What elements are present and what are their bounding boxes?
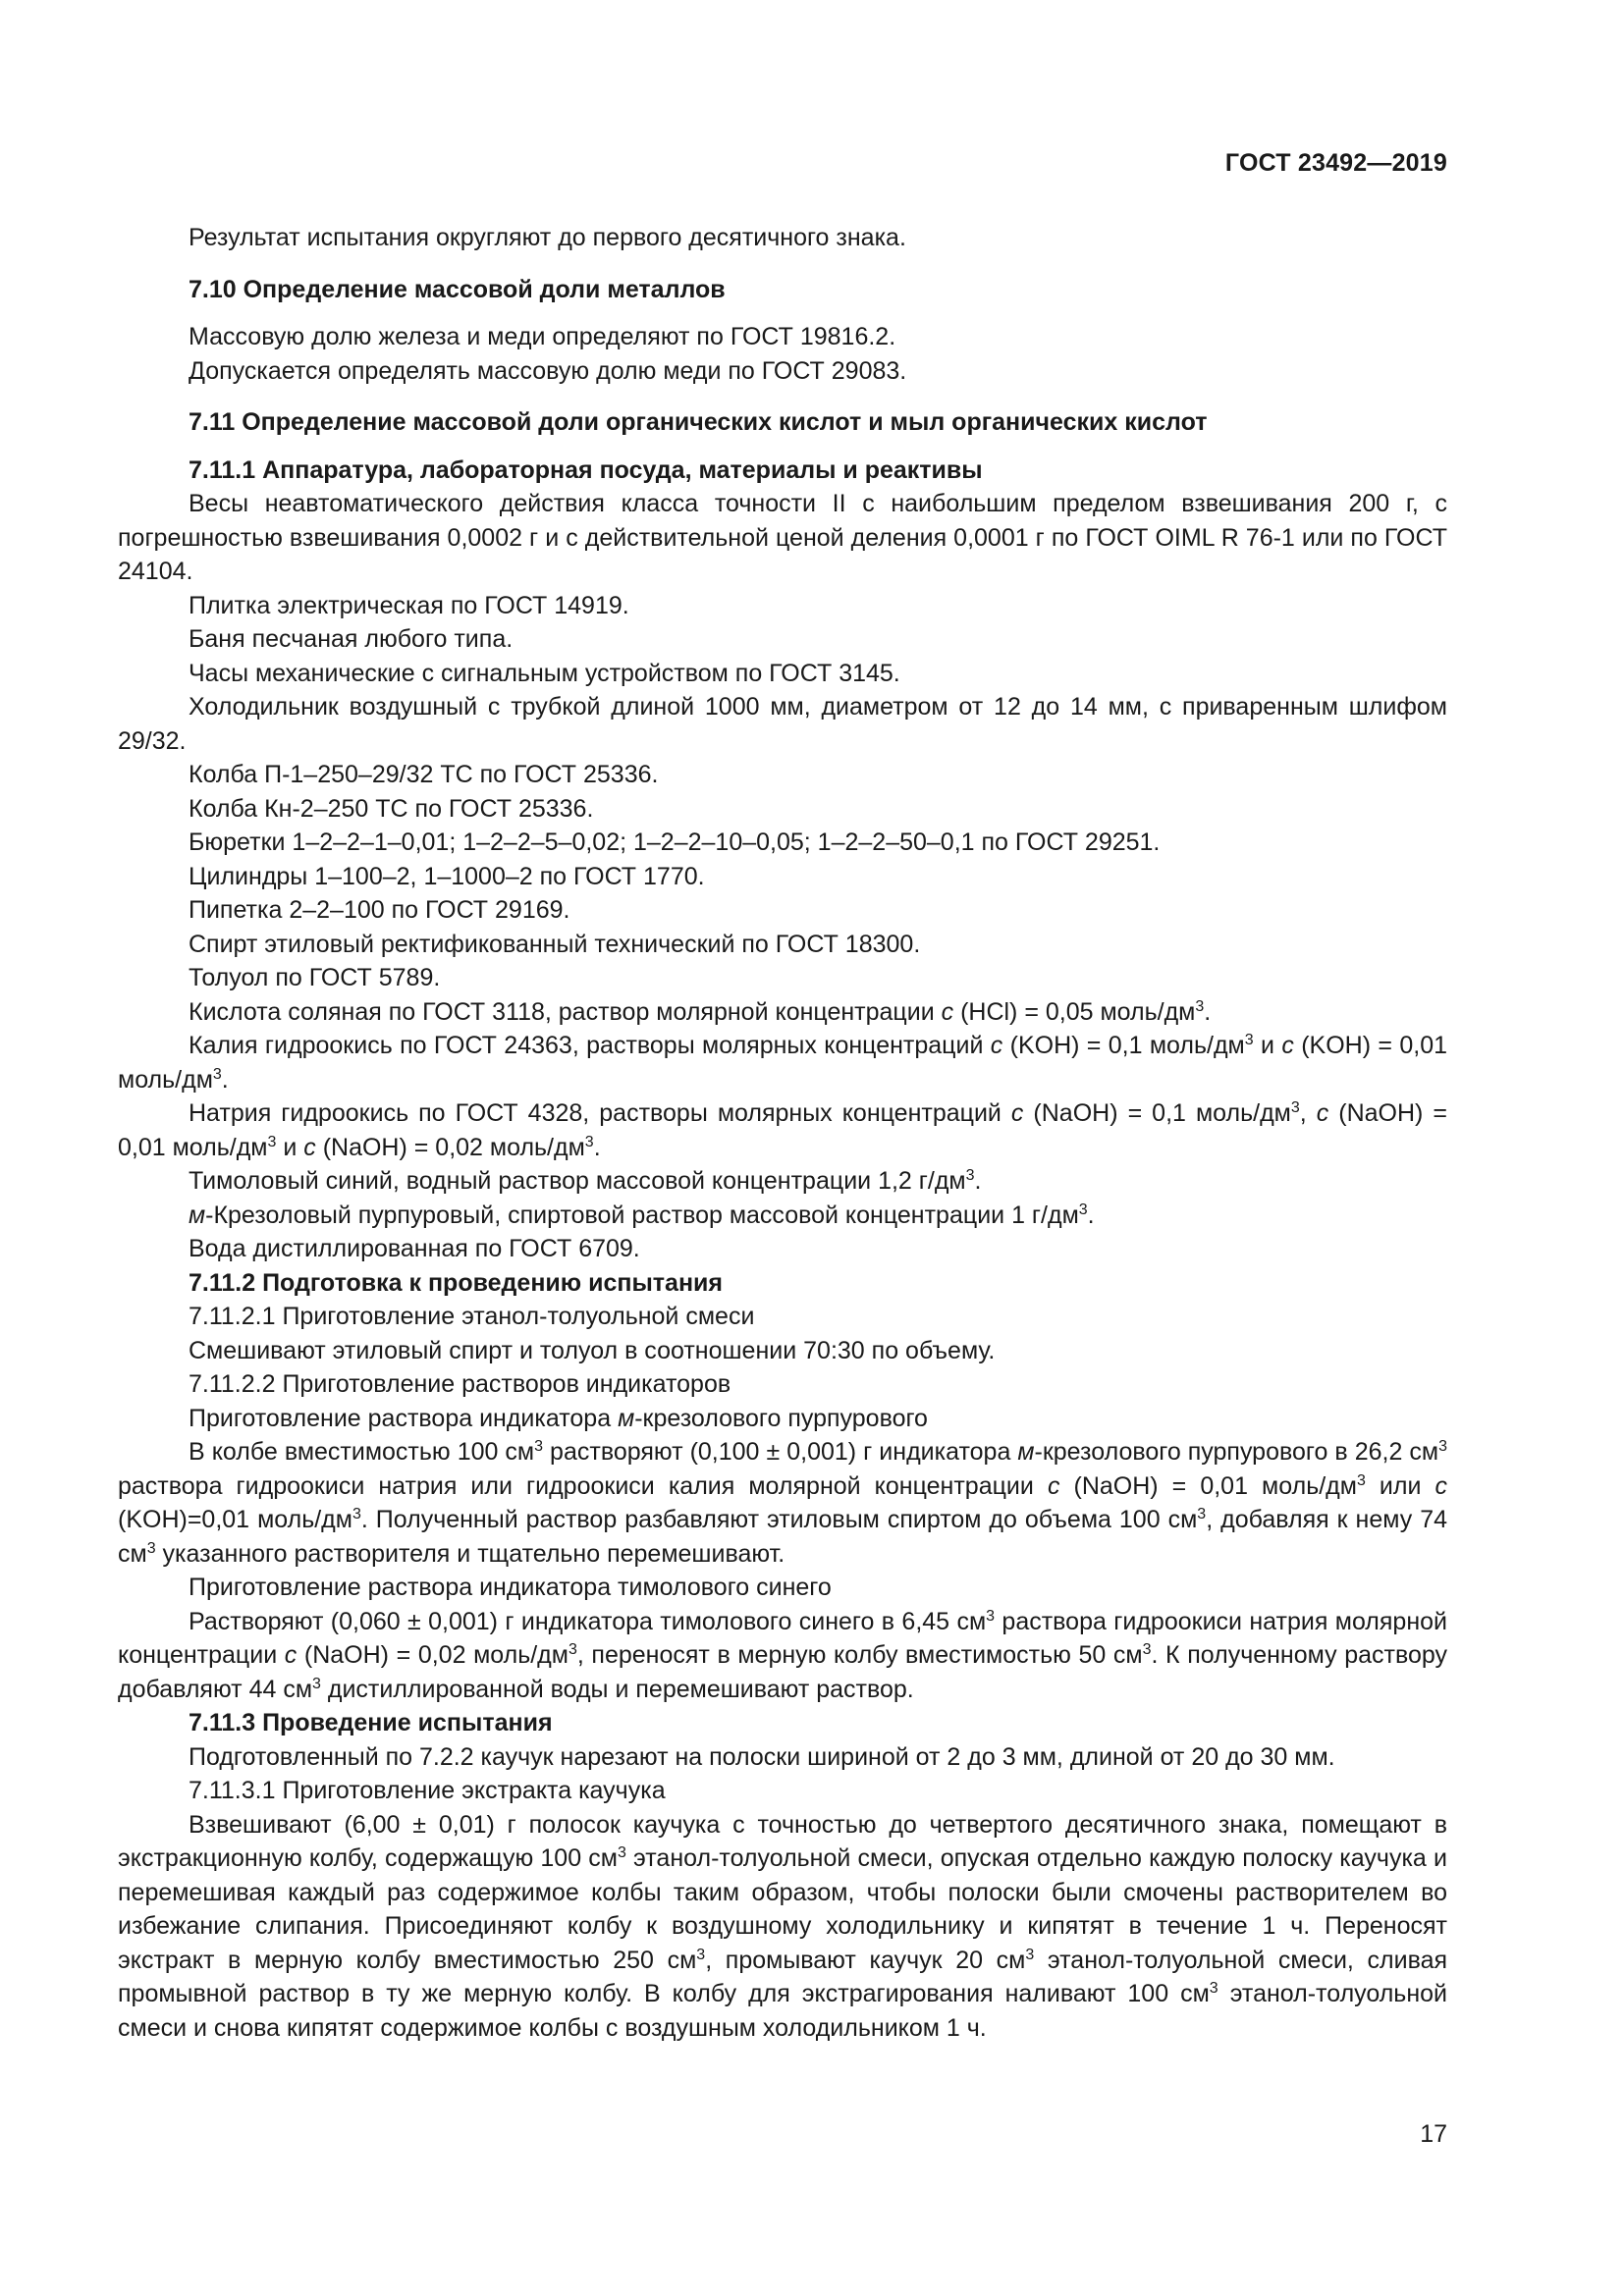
subheading-cresol-prep: Приготовление раствора индикатора м-крезолового пурпурового [189,1404,928,1432]
paragraph-thymol-prep: Растворяют (0,060 ± 0,001) г индикатора тимолового синего в 6,45 $см^3$ раствора гидроокиси натрия молярной концентрации c (NaOH) = 0,02 моль/$дм^3$, переносят в мерную колбу вместимостью 50 $см^3$. К полученному раствору добавляют 44 $см^3$ дистиллированной воды и перемешивают раствор. [118,1607,1448,1703]
section-7-11-2-heading: 7.11.2 Подготовка к проведению испытания [189,1268,724,1297]
equipment-flask-p1: Колба П-1–250–29/32 ТС по ГОСТ 25336. [189,761,659,788]
paragraph-cutting: Подготовленный по 7.2.2 каучук нарезают на полоски шириной от 2 до 3 мм, длиной от 20 до 30 мм. [189,1742,1335,1771]
equipment-condenser: Холодильник воздушный с трубкой длиной 1000 мм, диаметром от 12 до 14 мм, с приваренным шлифом 29/32. [118,693,1447,755]
equipment-pipette: Пипетка 2–2–100 по ГОСТ 29169. [189,896,570,924]
reagent-toluene: Толуол по ГОСТ 5789. [189,964,441,991]
reagent-distilled-water: Вода дистиллированная по ГОСТ 6709. [189,1235,640,1262]
section-7-11-3-heading: 7.11.3 Проведение испытания [189,1709,553,1736]
reagent-ethanol: Спирт этиловый ректификованный технический по ГОСТ 18300. [189,930,921,958]
paragraph-cresol-prep: В колбе вместимостью 100 $см^3$ растворяют (0,100 ± 0,001) г индикатора м-крезолового пурпурового в 26,2 $см^3$ раствора гидроокиси натрия или гидроокиси калия молярной концентрации c (NaOH) = 0,01 моль/$дм^3$ или c (KOH)=0,01 моль/$дм^3$. Полученный раствор разбавляют этиловым спиртом до объема 100 $см^3$, добавляя к нему 74 $см^3$ указанного растворителя и тщательно перемешивают. [118,1438,1448,1568]
paragraph-result-rounding: Результат испытания округляют до первого десятичного знака. [189,224,906,251]
reagent-koh: Калия гидроокись по ГОСТ 24363, растворы молярных концентраций c (KOH) = 0,1 моль/$дм^3$ и c (KOH) = 0,01 моль/$дм^3$. [118,1032,1447,1094]
document-id-header: ГОСТ 23492—2019 [1224,149,1447,177]
equipment-burettes: Бюретки 1–2–2–1–0,01; 1–2–2–5–0,02; 1–2–2–10–0,05; 1–2–2–50–0,1 по ГОСТ 29251. [189,828,1161,856]
document-body [118,221,1447,2045]
equipment-flask-kn2: Колба Кн-2–250 ТС по ГОСТ 25336. [189,794,594,823]
reagent-cresol-purple: м-Крезоловый пурпуровый, спиртовой раствор массовой концентрации 1 $г/дм^3$. [189,1201,1095,1229]
section-7-11-heading: 7.11 Определение массовой доли органических кислот и мыл органических кислот [189,408,1208,436]
paragraph-mixing: Смешивают этиловый спирт и толуол в соотношении 70:30 по объему. [189,1336,996,1364]
paragraph-copper-alt: Допускается определять массовую долю меди по ГОСТ 29083. [189,356,907,385]
subheading-thymol-prep: Приготовление раствора индикатора тимолового синего [189,1574,832,1601]
section-7-11-3-1-heading: 7.11.3.1 Приготовление экстракта каучука [189,1777,666,1804]
section-7-10-heading: 7.10 Определение массовой доли металлов [189,275,726,303]
equipment-clock: Часы механические с сигнальным устройством по ГОСТ 3145. [189,659,900,687]
reagent-thymol-blue: Тимоловый синий, водный раствор массовой концентрации 1,2 $г/дм^3$. [189,1167,982,1195]
paragraph-iron-copper: Массовую долю железа и меди определяют по ГОСТ 19816.2. [189,323,896,350]
paragraph-extraction: Взвешивают (6,00 ± 0,01) г полосок каучука с точностью до четвертого десятичного знака, помещают в экстракционную колбу, содержащую 100 $см^3$ этанол-толуольной смеси, опуская отдельно каждую полоску каучука и перемешивая каждый раз содержимое колбы таким образом, чтобы полоски были смочены растворителем во избежание слипания. Присоединяют колбу к воздушному холодильнику и кипятят в течение 1 ч. Переносят экстракт в мерную колбу вместимостью 250 $см^3$, промывают каучук 20 $см^3$ этанол-толуольной смеси, сливая промывной раствор в ту же мерную колбу. В колбу для экстрагирования наливают 100 $см^3$ этанол-толуольной смеси и снова кипятят содержимое колбы с воздушным холодильником 1 ч. [118,1810,1448,2042]
reagent-hcl: Кислота соляная по ГОСТ 3118, раствор молярной концентрации c (HCl) = 0,05 моль/$дм^3$. [189,997,1212,1026]
page-number: 17 [1420,2120,1447,2148]
equipment-sand-bath: Баня песчаная любого типа. [189,625,514,653]
section-7-11-2-1-heading: 7.11.2.1 Приготовление этанол-толуольной смеси [189,1303,755,1330]
equipment-stove: Плитка электрическая по ГОСТ 14919. [189,591,629,619]
section-7-11-2-2-heading: 7.11.2.2 Приготовление растворов индикаторов [189,1370,731,1398]
equipment-cylinders: Цилиндры 1–100–2, 1–1000–2 по ГОСТ 1770. [189,862,705,890]
equipment-scales: Весы неавтоматического действия класса точности II с наибольшим пределом взвешивания 200 г, с погрешностью взвешивания 0,0002 г и с действительной ценой деления 0,0001 г по ГОСТ OIML R 76-1 или по ГОСТ 24104. [118,490,1447,585]
reagent-naoh: Натрия гидроокись по ГОСТ 4328, растворы молярных концентраций c (NaOH) = 0,1 моль/$дм^3$, c (NaOH) = 0,01 моль/$дм^3$ и c (NaOH) = 0,02 моль/$дм^3$. [118,1099,1447,1161]
section-7-11-1-heading: 7.11.1 Аппаратура, лабораторная посуда, материалы и реактивы [189,455,983,484]
